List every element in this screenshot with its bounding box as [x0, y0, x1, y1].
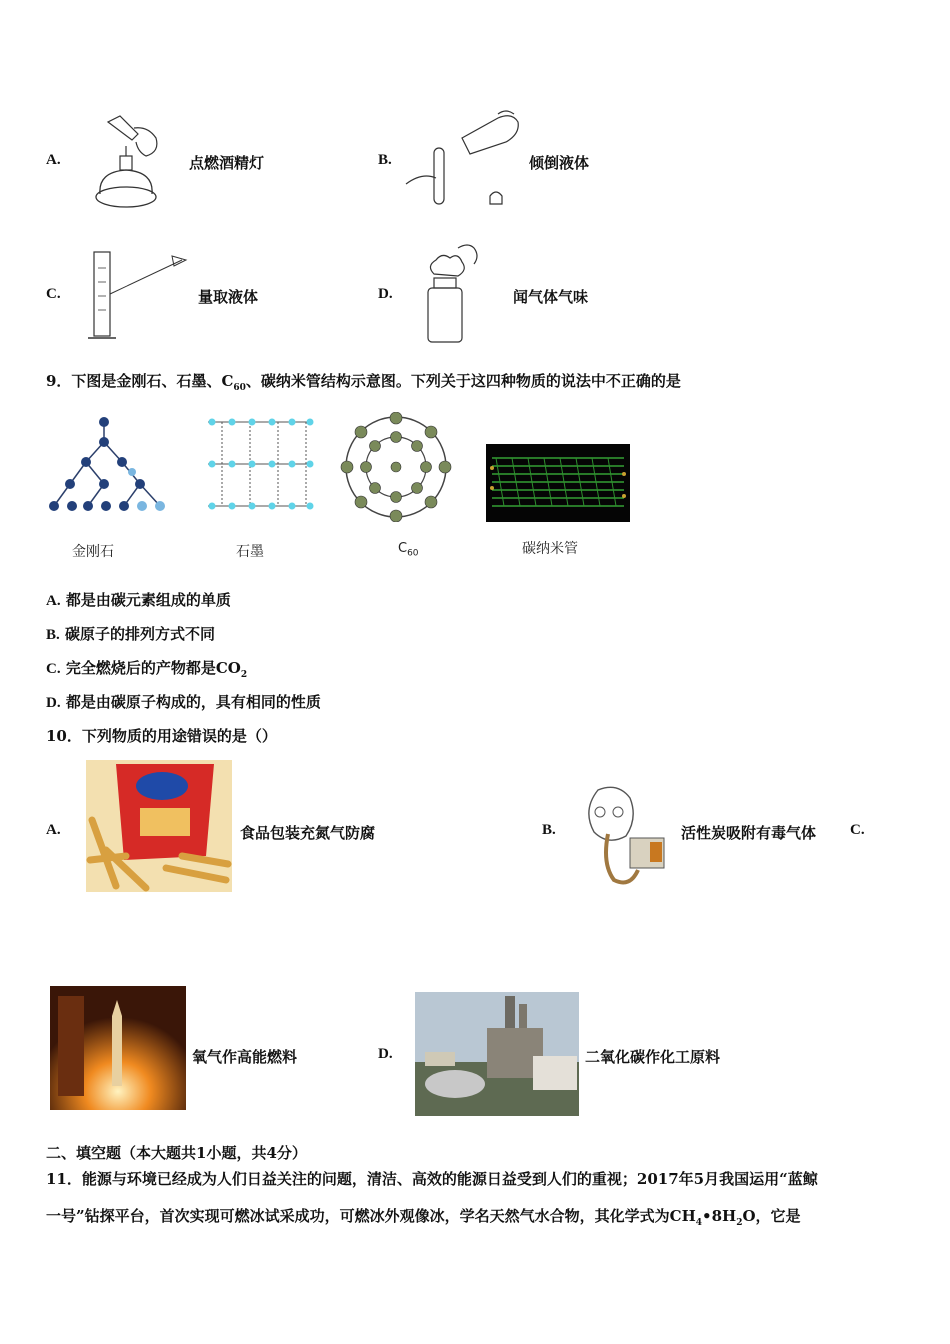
q11-line-2: 一号”钻探平台，首次实现可燃冰试采成功，可燃冰外观像冰，学名天然气水合物，其化学式为$CH_4•8H_2O$，它是	[46, 1207, 801, 1228]
graphite-structure-image	[202, 408, 318, 518]
q8-option-c-label: C.	[46, 286, 61, 302]
rocket-launch-image	[50, 986, 186, 1110]
q9-option-d: D. 都是由碳原子构成的，具有相同的性质	[46, 693, 321, 711]
q9-stem: 9．下图是金刚石、石墨、$C_{60}$、碳纳米管结构示意图。下列关于这四种物质的说法中不正确的是	[46, 372, 681, 393]
q9-option-a: A. 都是由碳元素组成的单质	[46, 591, 231, 609]
q8-option-a-label: A.	[46, 152, 61, 168]
diamond-caption: 金刚石	[72, 544, 114, 560]
q10-option-d-label: D.	[378, 1046, 393, 1062]
section-2-heading: 二、填空题（本大题共1小题，共4分）	[46, 1144, 307, 1162]
measuring-cylinder-image	[86, 248, 190, 344]
q10-option-b-text: 活性炭吸附有毒气体	[681, 824, 817, 842]
carbon-nanotube-image	[486, 444, 630, 522]
q10-stem: 10．下列物质的用途错误的是（）	[46, 727, 277, 745]
q8-option-b-text: 倾倒液体	[529, 154, 590, 172]
gas-mask-image	[578, 784, 670, 888]
snack-bag-image	[86, 760, 232, 892]
q9-option-b: B. 碳原子的排列方式不同	[46, 625, 216, 643]
q8-option-d-text: 闻气体气味	[513, 288, 589, 306]
smelling-gas-image	[418, 238, 484, 346]
q10-option-a-label: A.	[46, 822, 61, 838]
q8-option-a-text: 点燃酒精灯	[189, 154, 265, 172]
c60-caption: $C_{60}$	[398, 541, 419, 559]
q10-option-c-label: C.	[850, 822, 865, 838]
nanotube-caption: 碳纳米管	[522, 541, 578, 557]
q8-option-c-text: 量取液体	[198, 288, 259, 306]
q10-option-b-label: B.	[542, 822, 556, 838]
graphite-caption: 石墨	[236, 544, 264, 560]
pouring-liquid-image	[402, 108, 522, 212]
q8-option-b-label: B.	[378, 152, 392, 168]
q8-option-d-label: D.	[378, 286, 393, 302]
c60-structure-image	[340, 412, 452, 522]
q10-option-a-text: 食品包装充氮气防腐	[240, 824, 376, 842]
alcohol-lamp-image	[86, 112, 166, 212]
q10-option-d-text: 二氧化碳作化工原料	[585, 1048, 721, 1066]
q11-line-1: 11．能源与环境已经成为人们日益关注的问题，清洁、高效的能源日益受到人们的重视；2017年5月我国运用“蓝鲸	[46, 1170, 818, 1188]
diamond-structure-image	[48, 412, 170, 522]
chemical-plant-image	[415, 992, 579, 1116]
q9-option-c: C. 完全燃烧后的产物都是$CO_2$	[46, 659, 248, 680]
q10-option-c-text: 氧气作高能燃料	[192, 1048, 298, 1066]
